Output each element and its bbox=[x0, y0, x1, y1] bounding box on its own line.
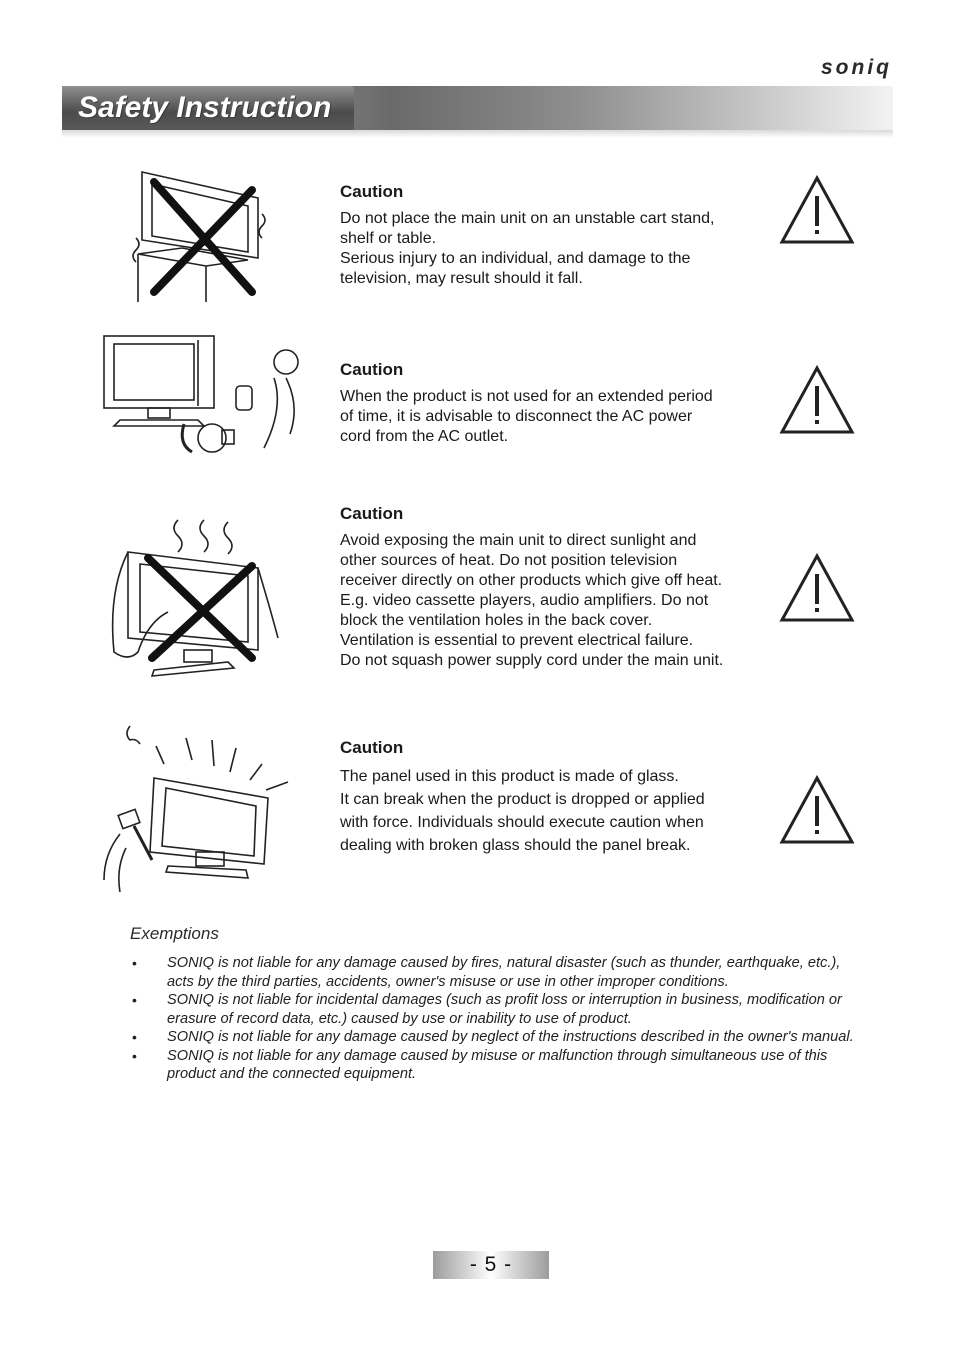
caution-line: The panel used in this product is made of glass. bbox=[340, 768, 679, 785]
exemptions-title: Exemptions bbox=[130, 924, 219, 943]
caution-line: receiver directly on other products which give off heat. bbox=[340, 572, 723, 589]
caution-line: dealing with broken glass should the panel break. bbox=[340, 837, 691, 854]
caution-line: Serious injury to an individual, and damage to the bbox=[340, 250, 691, 267]
caution-line: Avoid exposing the main unit to direct sunlight and bbox=[340, 532, 697, 549]
caution-heading: Caution bbox=[340, 504, 404, 523]
page-number: - 5 - bbox=[433, 1251, 549, 1279]
caution-line: Do not place the main unit on an unstable cart stand, bbox=[340, 210, 715, 227]
caution-line: cord from the AC outlet. bbox=[340, 428, 509, 445]
caution-heading: Caution bbox=[340, 360, 404, 379]
exemption-item: • SONIQ is not liable for any damage caused by neglect of the instructions described in the owner's manual. bbox=[130, 1028, 860, 1047]
warning-triangle-icon bbox=[778, 174, 856, 246]
caution-heading: Caution bbox=[340, 182, 404, 201]
section-title-bar bbox=[62, 86, 893, 130]
page-title: Safety Instruction bbox=[78, 91, 332, 124]
warning-triangle-icon bbox=[778, 364, 856, 436]
caution-line: shelf or table. bbox=[340, 230, 437, 247]
caution-line: Ventilation is essential to prevent electrical failure. bbox=[340, 632, 694, 649]
exemptions-section bbox=[130, 924, 860, 1084]
caution-line: with force. Individuals should execute caution when bbox=[340, 814, 704, 831]
exemption-item: • SONIQ is not liable for any damage caused by fires, natural disaster (such as thunder, earthquake, etc.), acts by the third parties, accidents, owner's misuse or use in other improper conditions. bbox=[130, 954, 860, 991]
caution-line: television, may result should it fall. bbox=[340, 270, 583, 287]
exemptions-list bbox=[130, 954, 860, 1084]
glass-panel-break-illustration bbox=[100, 720, 308, 896]
tv-covered-heat-illustration bbox=[108, 518, 284, 688]
prohibited-x-icon bbox=[154, 182, 252, 292]
prohibited-x-icon bbox=[148, 558, 252, 658]
caution-line: It can break when the product is dropped or applied bbox=[340, 791, 705, 808]
caution-line: Do not squash power supply cord under the main unit. bbox=[340, 652, 724, 669]
caution-line: block the ventilation holes in the back cover. bbox=[340, 612, 653, 629]
caution-line: other sources of heat. Do not position television bbox=[340, 552, 678, 569]
tv-unplugged-illustration bbox=[100, 334, 300, 462]
brand-logo: soniq bbox=[821, 56, 892, 79]
tv-on-unstable-stand-illustration bbox=[130, 168, 280, 304]
caution-line: of time, it is advisable to disconnect the AC power bbox=[340, 408, 693, 425]
exemption-item: • SONIQ is not liable for any damage caused by misuse or malfunction through simultaneous use of this product and the connected equipment. bbox=[130, 1047, 860, 1084]
exemption-item: • SONIQ is not liable for incidental damages (such as profit loss or interruption in business, modification or erasure of record data, etc.) caused by use or inability to use of product. bbox=[130, 991, 860, 1028]
caution-line: E.g. video cassette players, audio amplifiers. Do not bbox=[340, 592, 709, 609]
warning-triangle-icon bbox=[778, 774, 856, 846]
caution-heading: Caution bbox=[340, 738, 404, 757]
warning-triangle-icon bbox=[778, 552, 856, 624]
caution-line: When the product is not used for an extended period bbox=[340, 388, 713, 405]
